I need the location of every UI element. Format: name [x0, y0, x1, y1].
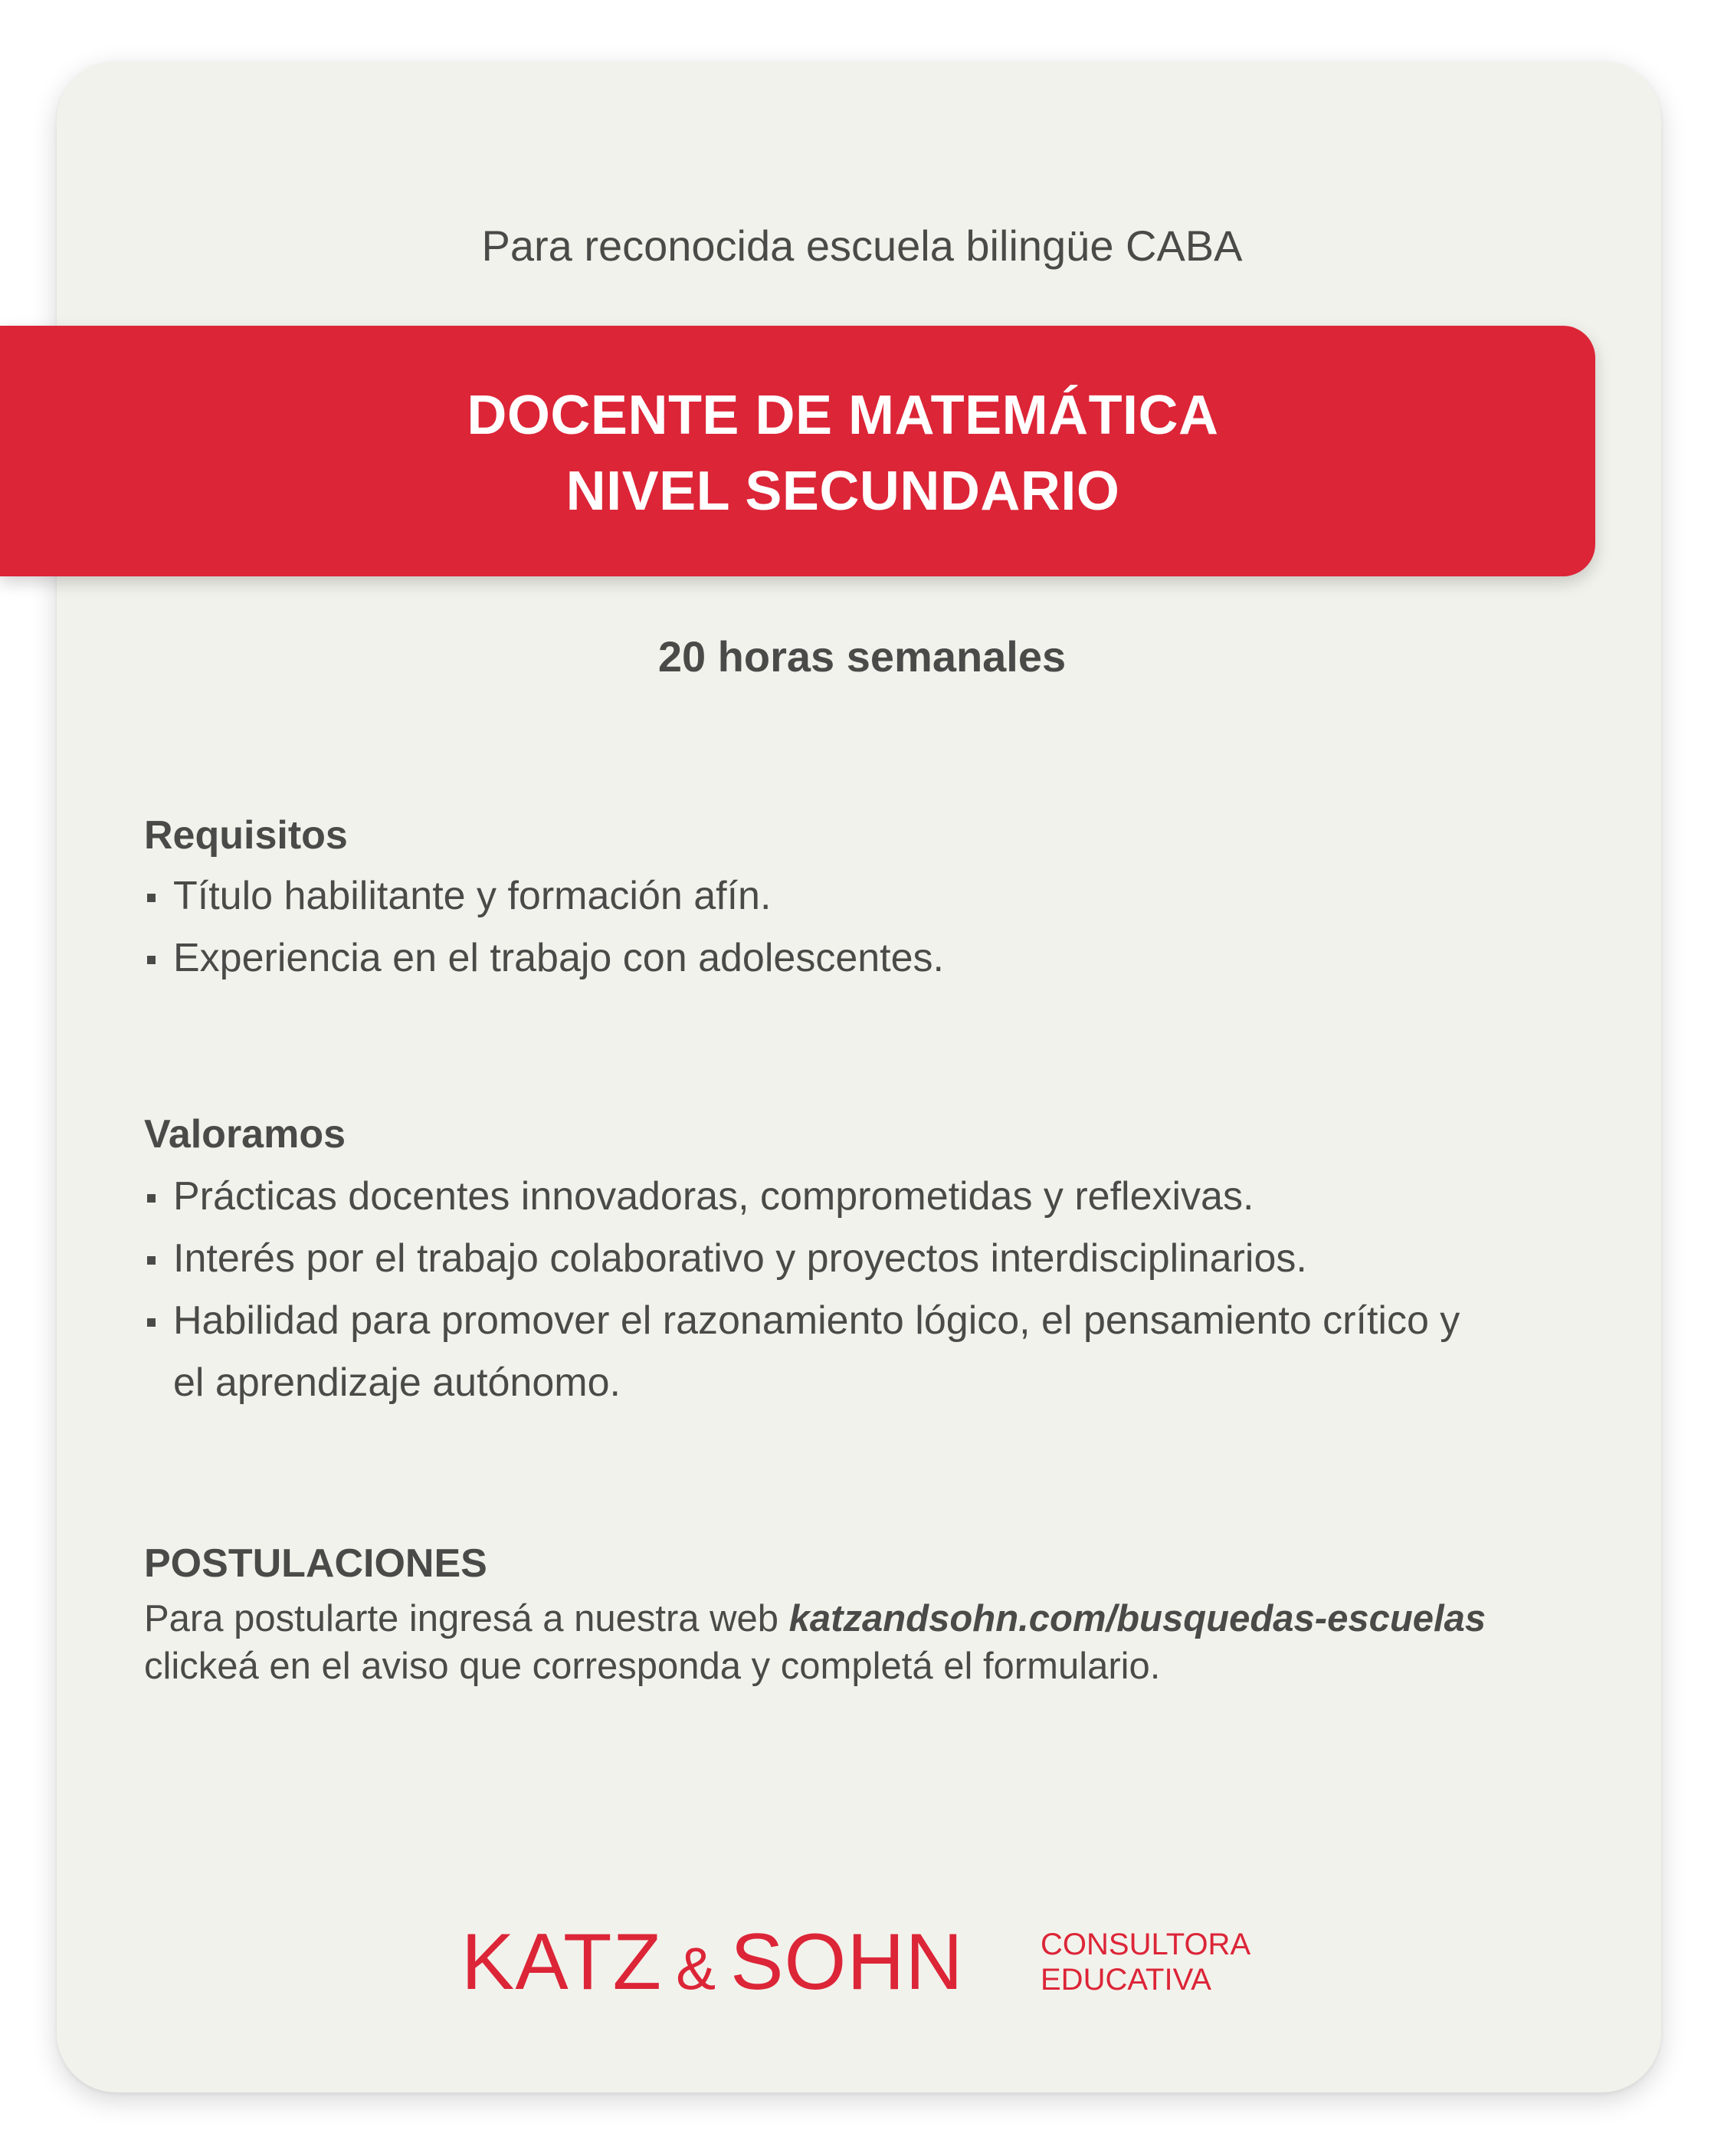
logo-name-right: SOHN [730, 1918, 964, 2007]
logo-name-left: KATZ [461, 1918, 663, 2007]
website-link[interactable]: katzandsohn.com/busquedas-escuelas [788, 1598, 1486, 1639]
bullet-icon [147, 1318, 156, 1327]
weekly-hours: 20 horas semanales [657, 632, 1067, 681]
list-item-text: Título habilitante y formación afín. [173, 874, 772, 918]
list-item [144, 927, 1476, 989]
logo-tagline-line-1: CONSULTORA [1041, 1928, 1251, 1961]
bullet-icon [147, 894, 156, 902]
logo-wordmark [461, 1916, 964, 2014]
list-item [144, 1166, 1476, 1228]
bullet-icon [147, 1256, 156, 1265]
postulaciones-text-before: Para postularte ingresá a nuestra web [144, 1598, 789, 1639]
list-item [144, 865, 1476, 927]
job-title-line-1: DOCENTE DE MATEMÁTICA [467, 385, 1219, 446]
job-title-line-2: NIVEL SECUNDARIO [565, 461, 1120, 522]
requisitos-list [144, 865, 1476, 989]
list-item-text: Experiencia en el trabajo con adolescentes. [173, 936, 944, 980]
postulaciones-text [144, 1595, 1638, 1690]
postulaciones-text-after: clickeá en el aviso que corresponda y completá el formulario. [144, 1646, 1161, 1687]
list-item-text: Interés por el trabajo colaborativo y proyectos interdisciplinarios. [173, 1236, 1307, 1281]
logo-tagline [1041, 1927, 1250, 1997]
title-banner [0, 326, 1595, 576]
ad-subtitle: Para reconocida escuela bilingüe CABA [481, 222, 1243, 270]
postulaciones-heading: POSTULACIONES [144, 1541, 487, 1586]
logo-tagline-line-2: EDUCATIVA [1041, 1963, 1211, 1997]
valoramos-list [144, 1166, 1476, 1414]
list-item-text: Prácticas docentes innovadoras, comprometidas y reflexivas. [173, 1174, 1254, 1219]
requisitos-heading: Requisitos [144, 813, 348, 858]
list-item-text: Habilidad para promover el razonamiento lógico, el pensamiento crítico y el aprendizaje autónomo. [173, 1298, 1460, 1405]
logo-ampersand: & [676, 1934, 717, 2002]
list-item [144, 1228, 1476, 1290]
bullet-icon [147, 1194, 156, 1203]
bullet-icon [147, 956, 156, 964]
list-item [144, 1290, 1476, 1414]
valoramos-heading: Valoramos [144, 1112, 346, 1157]
